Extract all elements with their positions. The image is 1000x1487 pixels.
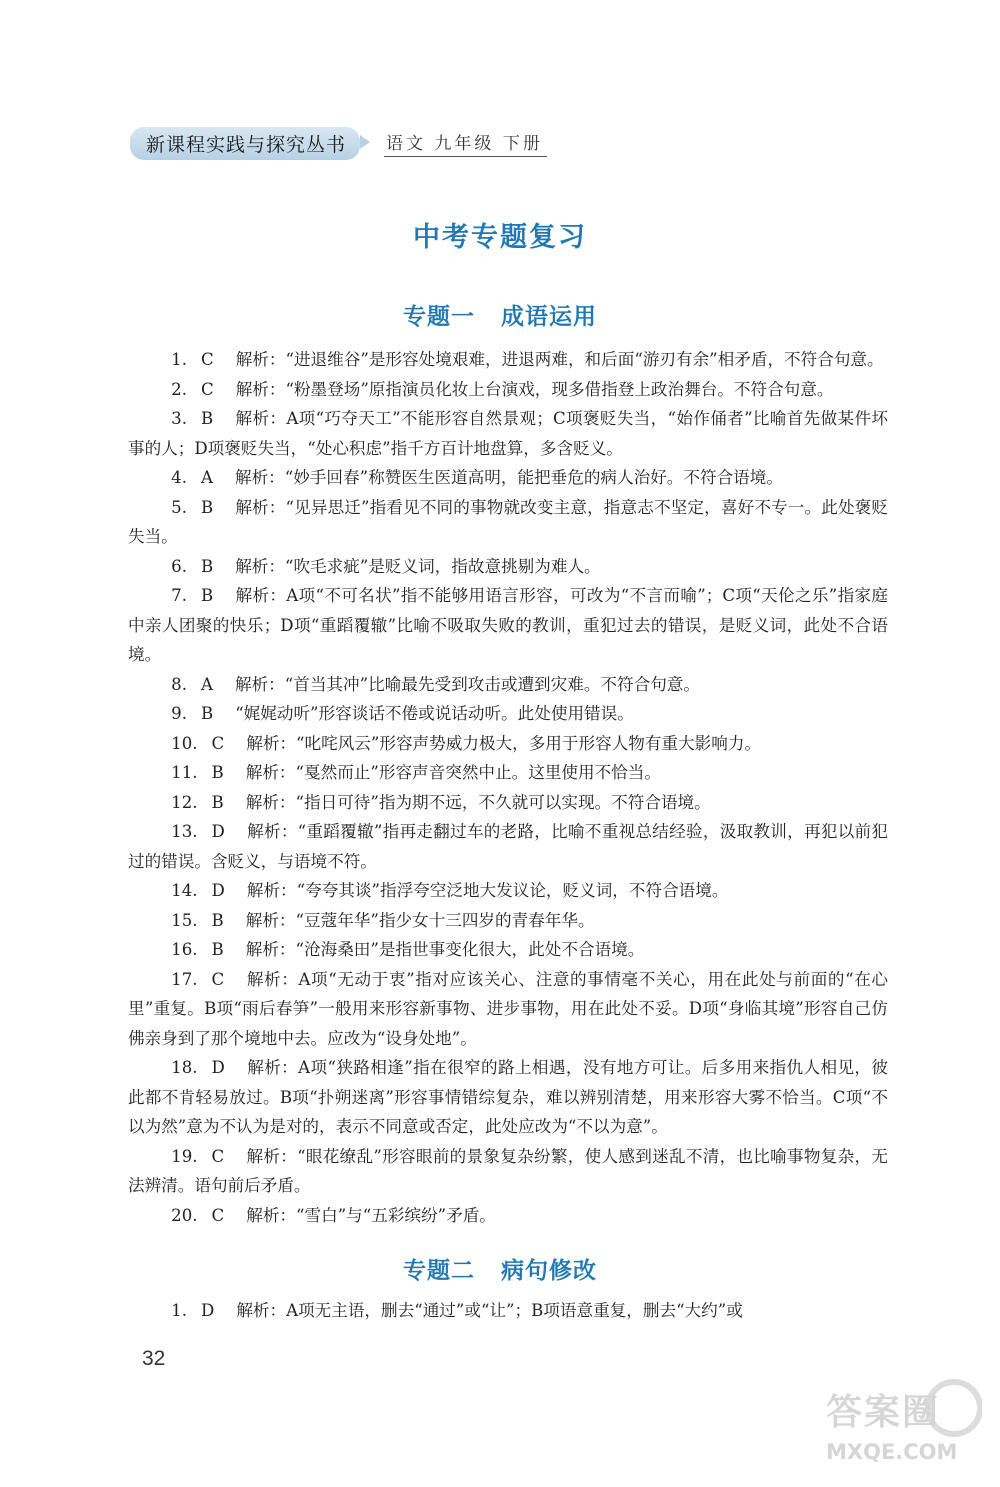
item-answer: B — [211, 910, 224, 930]
item-number: 1. — [171, 1301, 187, 1320]
item-number: 11. — [171, 763, 198, 782]
item-explanation: 解析：“粉墨登场”原指演员化妆上台演戏，现多借指登上政治舞台。不符合句意。 — [235, 379, 834, 399]
item-number: 5. — [171, 497, 187, 517]
item-answer: D — [211, 881, 225, 900]
running-header — [130, 128, 547, 158]
answer-item — [128, 375, 888, 405]
answer-item — [128, 1296, 888, 1326]
item-answer: C — [211, 1146, 225, 1166]
item-explanation: 解析：“沧海桑田”是指世事变化很大，此处不合语境。 — [245, 940, 645, 959]
answer-item — [128, 758, 888, 788]
watermark-text: 答案圈 — [826, 1392, 941, 1433]
item-answer: B — [201, 409, 214, 428]
answer-item — [128, 493, 888, 552]
item-explanation: 解析：“叱咤风云”形容声势威力极大，多用于形容人物有重大影响力。 — [246, 733, 762, 753]
item-answer: B — [201, 586, 214, 605]
item-number: 16. — [171, 940, 198, 959]
item-explanation: 解析：“雪白”与“五彩缤纷”矛盾。 — [246, 1205, 496, 1225]
item-answer: C — [211, 733, 225, 753]
section-name: 病句修改 — [501, 1258, 597, 1284]
section-title-1 — [0, 298, 1000, 331]
item-answer: C — [201, 350, 214, 369]
answer-item — [128, 965, 888, 1054]
answer-item — [128, 1142, 888, 1201]
item-answer: C — [211, 969, 225, 989]
item-answer: B — [211, 940, 224, 959]
item-explanation: 解析：A项无主语，删去“通过”或“让”；B项语意重复，删去“大约”或 — [236, 1301, 743, 1320]
item-explanation: 解析：“豆蔻年华”指少女十三四岁的青春年华。 — [245, 910, 595, 930]
watermark-domain: MXQE.COM — [826, 1440, 958, 1464]
answer-item — [128, 906, 888, 936]
item-explanation: 解析：A项“不可名状”指不能够用语言形容，可改为“不言而喻”；C项“天伦之乐”指家庭中亲人团聚的快乐；D项“重蹈覆辙”比喻不吸取失败的教训，重犯过去的错误，是贬义词，此处不合语境。 — [128, 586, 888, 664]
answer-item — [128, 404, 888, 463]
answer-item — [128, 935, 888, 965]
watermark-logo — [822, 1378, 982, 1478]
item-number: 12. — [171, 792, 198, 812]
answer-item — [128, 345, 888, 375]
answer-item — [128, 729, 888, 759]
answer-item — [128, 670, 888, 700]
item-number: 15. — [171, 910, 198, 930]
item-answer: A — [201, 468, 213, 487]
item-answer: D — [211, 1058, 225, 1077]
item-answer: D — [201, 1301, 215, 1320]
item-number: 3. — [171, 409, 187, 428]
item-explanation: 解析：“指日可待”指为期不远，不久就可以实现。不符合语境。 — [245, 792, 711, 812]
item-explanation: 解析：“进退维谷”是形容处境艰难，进退两难，和后面“游刃有余”相矛盾，不符合句意。 — [235, 350, 884, 369]
answer-item — [128, 1201, 888, 1231]
item-explanation: 解析：“戛然而止”形容声音突然中止。这里使用不恰当。 — [245, 763, 661, 782]
item-number: 8. — [171, 674, 187, 694]
item-number: 19. — [171, 1146, 198, 1166]
item-number: 4. — [171, 468, 187, 487]
item-explanation: 解析：“首当其冲”比喻最先受到攻击或遭到灾难。不符合句意。 — [234, 674, 700, 694]
item-answer: B — [201, 704, 214, 723]
item-number: 7. — [171, 586, 187, 605]
answer-item — [128, 1053, 888, 1142]
item-explanation: 解析：A项“狭路相逢”指在很窄的路上相遇，没有地方可让。后多用来指仇人相见，彼此都不肯轻易放过。B项“扑朔迷离”形容事情错综复杂，难以辨别清楚，用来形容大雾不恰当。C项“不以为然”意为不认为是对的，表示不同意或否定，此处应改为“不以为意”。 — [128, 1058, 888, 1136]
main-title: 中考专题复习 — [413, 222, 587, 253]
section-number: 专题二 — [403, 1258, 475, 1284]
item-explanation: 解析：A项“巧夺天工”不能形容自然景观；C项褒贬失当，“始作俑者”比喻首先做某件坏事的人；D项褒贬失当，“处心积虑”指千方百计地盘算，多含贬义。 — [128, 409, 888, 458]
item-number: 18. — [171, 1058, 198, 1077]
item-answer: C — [211, 1205, 225, 1225]
answer-item — [128, 552, 888, 582]
item-number: 17. — [171, 969, 198, 989]
item-explanation: 解析：“夸夸其谈”指浮夸空泛地大发议论，贬义词，不符合语境。 — [246, 881, 729, 900]
item-explanation: 解析：“见异思迁”指看见不同的事物就改变主意，指意志不坚定，喜好不专一。此处褒贬失当。 — [128, 497, 888, 546]
item-answer: B — [201, 556, 214, 576]
item-number: 13. — [171, 822, 198, 841]
answer-item — [128, 817, 888, 876]
item-explanation: 解析：A项“无动于衷”指对应该关心、注意的事情毫不关心，用在此处与前面的“在心里”重复。B项“雨后春笋”一般用来形容新事物、进步事物，用在此处不妥。D项“身临其境”形容自己仿佛亲身到了那个境地中去。应改为“设身处地”。 — [128, 969, 888, 1048]
book-info: 语文 九年级 下册 — [384, 129, 547, 157]
item-answer: C — [201, 379, 214, 399]
page-number: 32 — [142, 1347, 166, 1370]
item-answer: B — [211, 792, 224, 812]
item-number: 20. — [171, 1205, 198, 1225]
item-number: 6. — [171, 556, 187, 576]
item-answer: D — [211, 822, 225, 841]
item-answer: B — [201, 497, 214, 517]
item-explanation: “娓娓动听”形容谈话不倦或说话动听。此处使用错误。 — [235, 704, 634, 723]
item-number: 9. — [171, 704, 187, 723]
answer-item — [128, 463, 888, 493]
section-title-2 — [0, 1252, 1000, 1285]
item-number: 14. — [171, 881, 198, 900]
item-number: 1. — [171, 350, 187, 369]
series-badge: 新课程实践与探究丛书 — [130, 127, 360, 160]
item-explanation: 解析：“妙手回春”称赞医生医道高明，能把垂危的病人治好。不符合语境。 — [234, 468, 783, 487]
item-number: 2. — [171, 379, 187, 399]
answer-list-1 — [128, 345, 888, 1230]
section-name: 成语运用 — [501, 304, 597, 330]
answer-item — [128, 876, 888, 906]
item-answer: A — [201, 674, 213, 694]
answer-item — [128, 788, 888, 818]
answer-item — [128, 581, 888, 670]
item-explanation: 解析：“眼花缭乱”形容眼前的景象复杂纷繁，使人感到迷乱不清，也比喻事物复杂，无法辨清。语句前后矛盾。 — [128, 1146, 888, 1195]
item-explanation: 解析：“吹毛求疵”是贬义词，指故意挑剔为难人。 — [235, 556, 601, 576]
answer-item — [128, 699, 888, 729]
answer-list-2 — [128, 1296, 888, 1326]
item-answer: B — [211, 763, 224, 782]
item-number: 10. — [171, 733, 198, 753]
section-number: 专题一 — [403, 304, 475, 330]
item-explanation: 解析：“重蹈覆辙”指再走翻过车的老路，比喻不重视总结经验，汲取教训，再犯以前犯过的错误。含贬义，与语境不符。 — [128, 822, 888, 871]
